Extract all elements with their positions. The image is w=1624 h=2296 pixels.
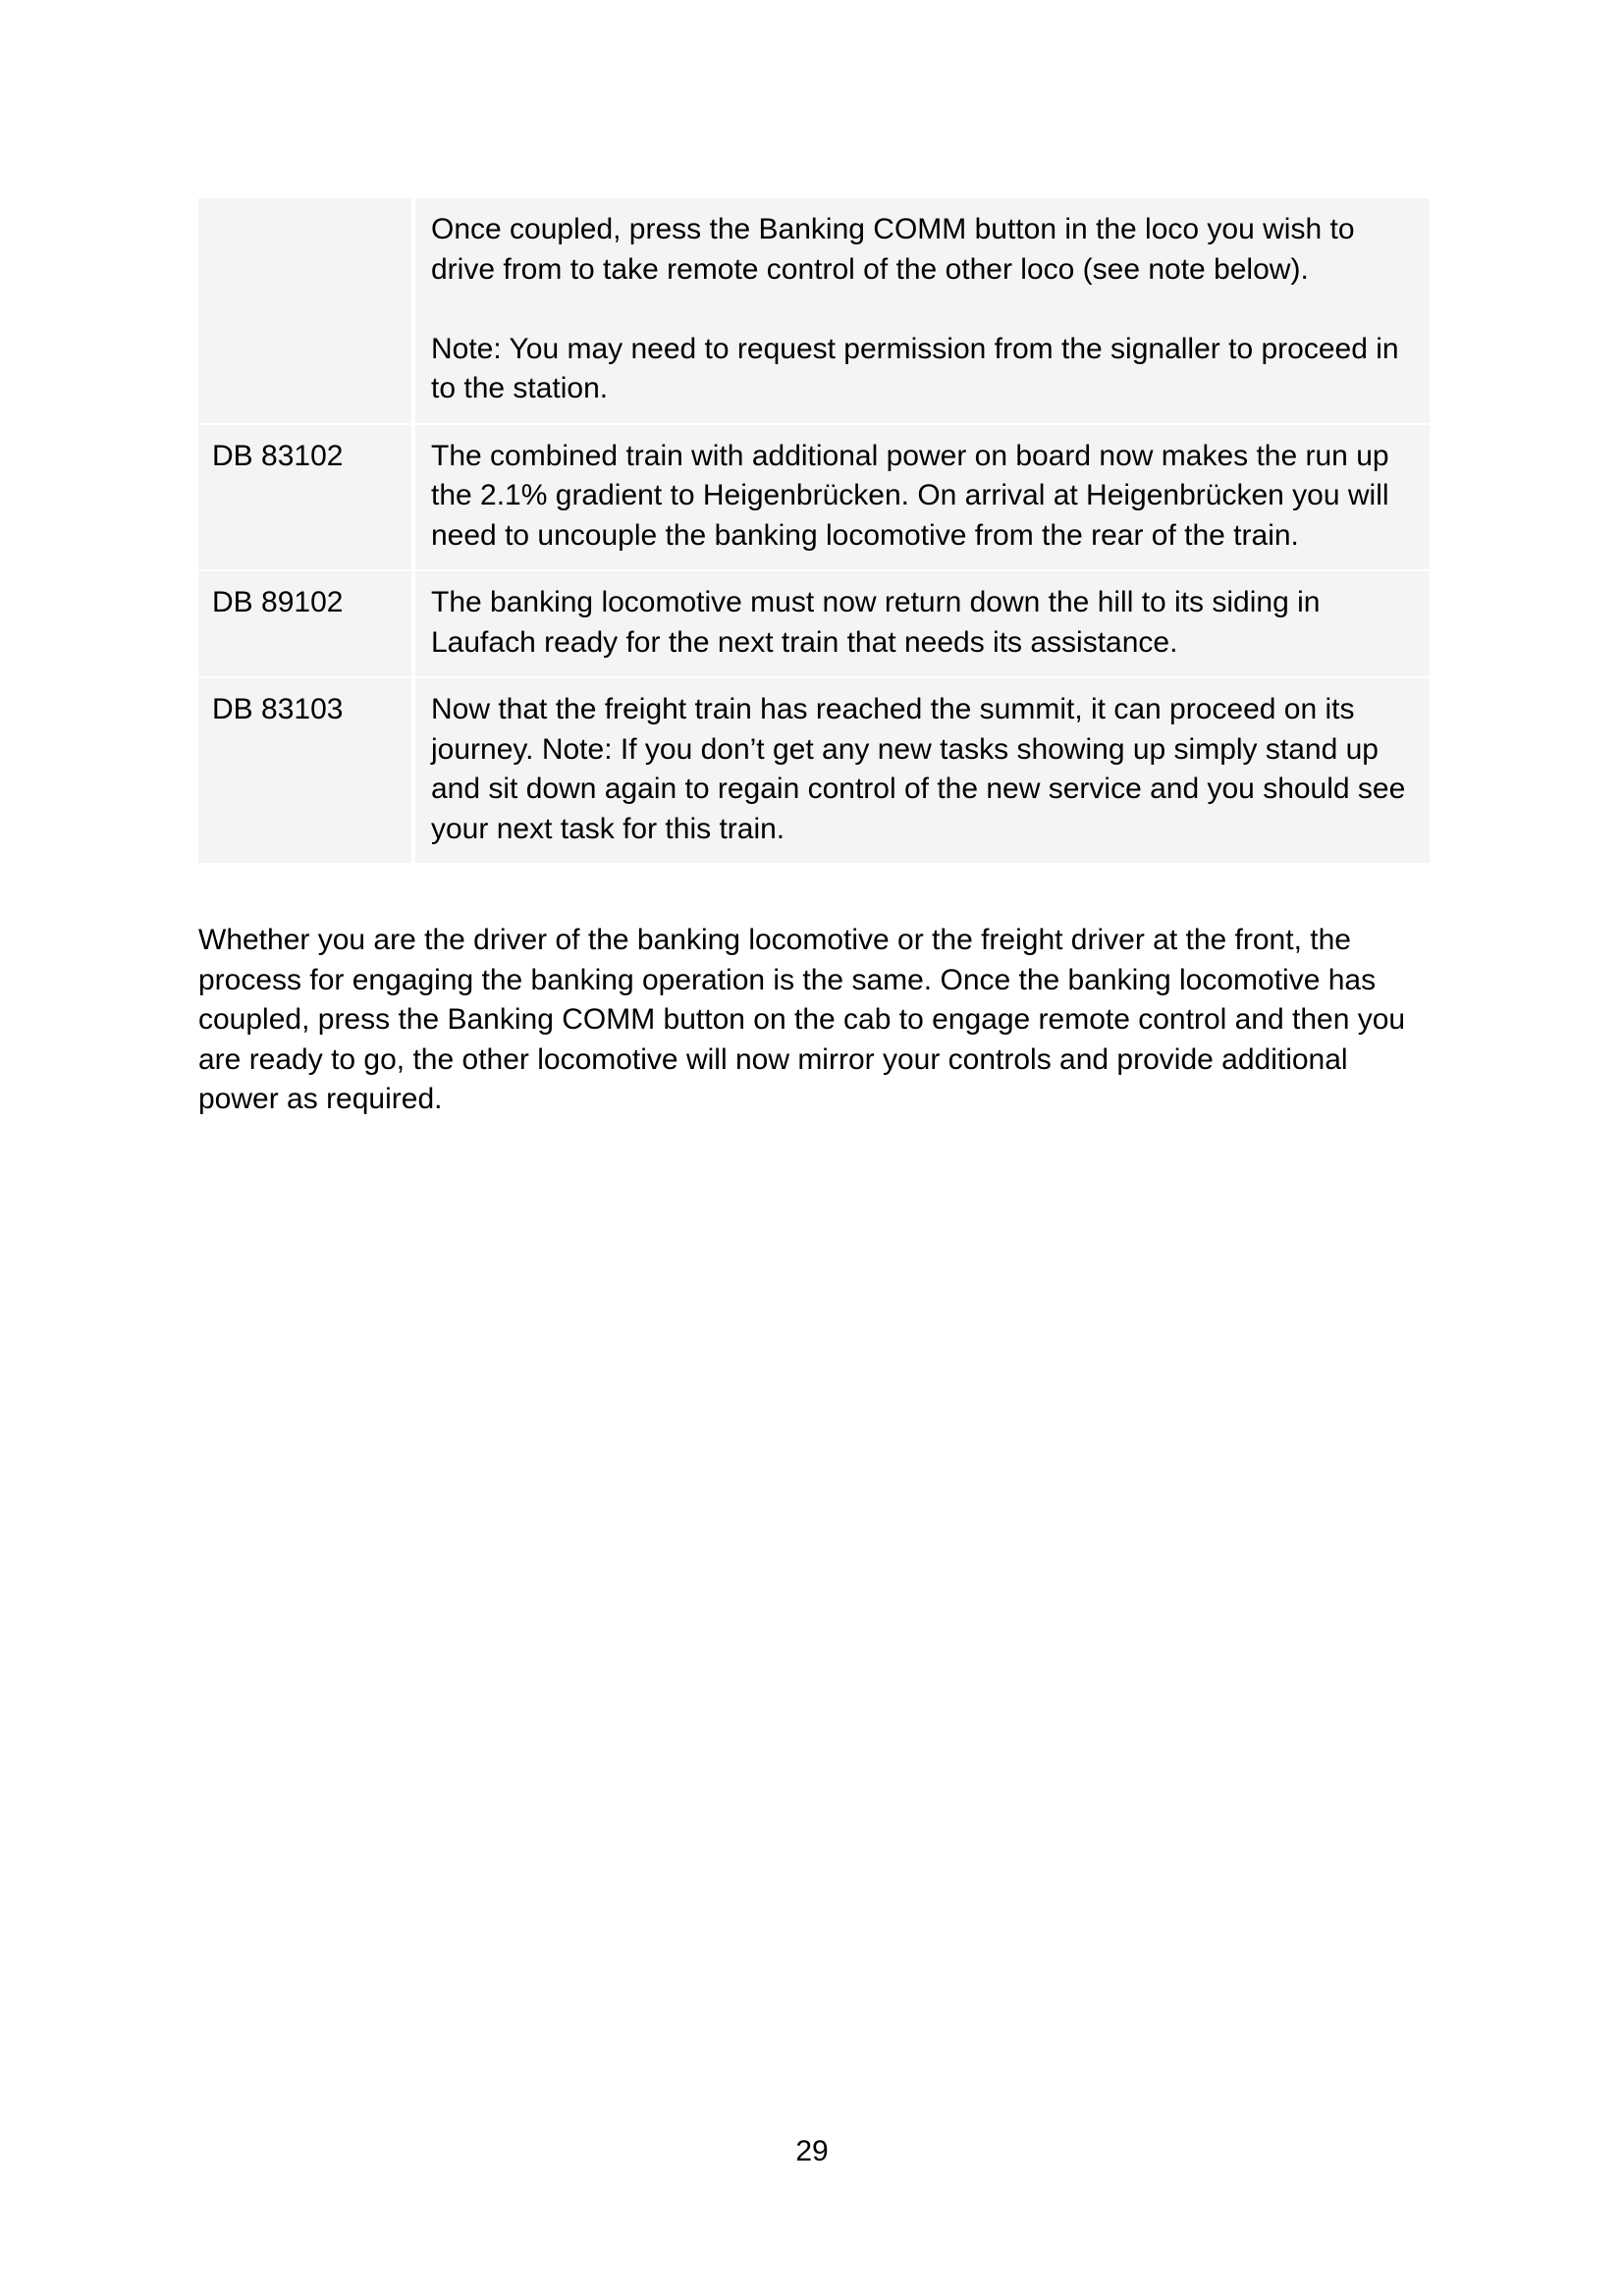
task-note: Note: You may need to request permission from the signaller to proceed in to the station.: [431, 332, 1399, 404]
table-row: [198, 571, 1430, 678]
task-paragraph: The combined train with additional power on board now makes the run up the 2.1% gradient to Heigenbrücken. On arrival at Heigenbrücken you will need to uncouple the banking locomotive from the rear of the train.: [431, 439, 1389, 552]
task-cell: [415, 678, 1430, 865]
task-paragraph: Now that the freight train has reached the summit, it can proceed on its journey. Note: If you don’t get any new tasks showing up simply stand up and sit down again to regain control of the new service and you should see your next task for this train.: [431, 693, 1406, 845]
body-paragraph: Whether you are the driver of the banking locomotive or the freight driver at the front, the process for engaging the banking operation is the same. Once the banking locomotive has coupled, press the Banking COMM button on the cab to engage remote control and then you are ready to go, the other locomotive will now mirror your controls and provide additional power as required.: [198, 924, 1406, 1115]
task-cell: [415, 571, 1430, 678]
table-row: [198, 678, 1430, 865]
task-paragraph: The banking locomotive must now return down the hill to its siding in Laufach ready for the next train that needs its assistance.: [431, 586, 1321, 659]
table-row: [198, 198, 1430, 425]
service-cell: DB 83102: [198, 425, 415, 572]
page-number: 29: [795, 2135, 829, 2167]
service-task-table: [198, 198, 1430, 865]
task-cell: [415, 198, 1430, 425]
task-cell: [415, 425, 1430, 572]
service-cell: DB 89102: [198, 571, 415, 678]
table-row: [198, 425, 1430, 572]
service-cell: [198, 198, 415, 425]
service-cell: DB 83103: [198, 678, 415, 865]
task-paragraph: Once coupled, press the Banking COMM button in the loco you wish to drive from to take remote control of the other loco (see note below).: [431, 213, 1355, 286]
